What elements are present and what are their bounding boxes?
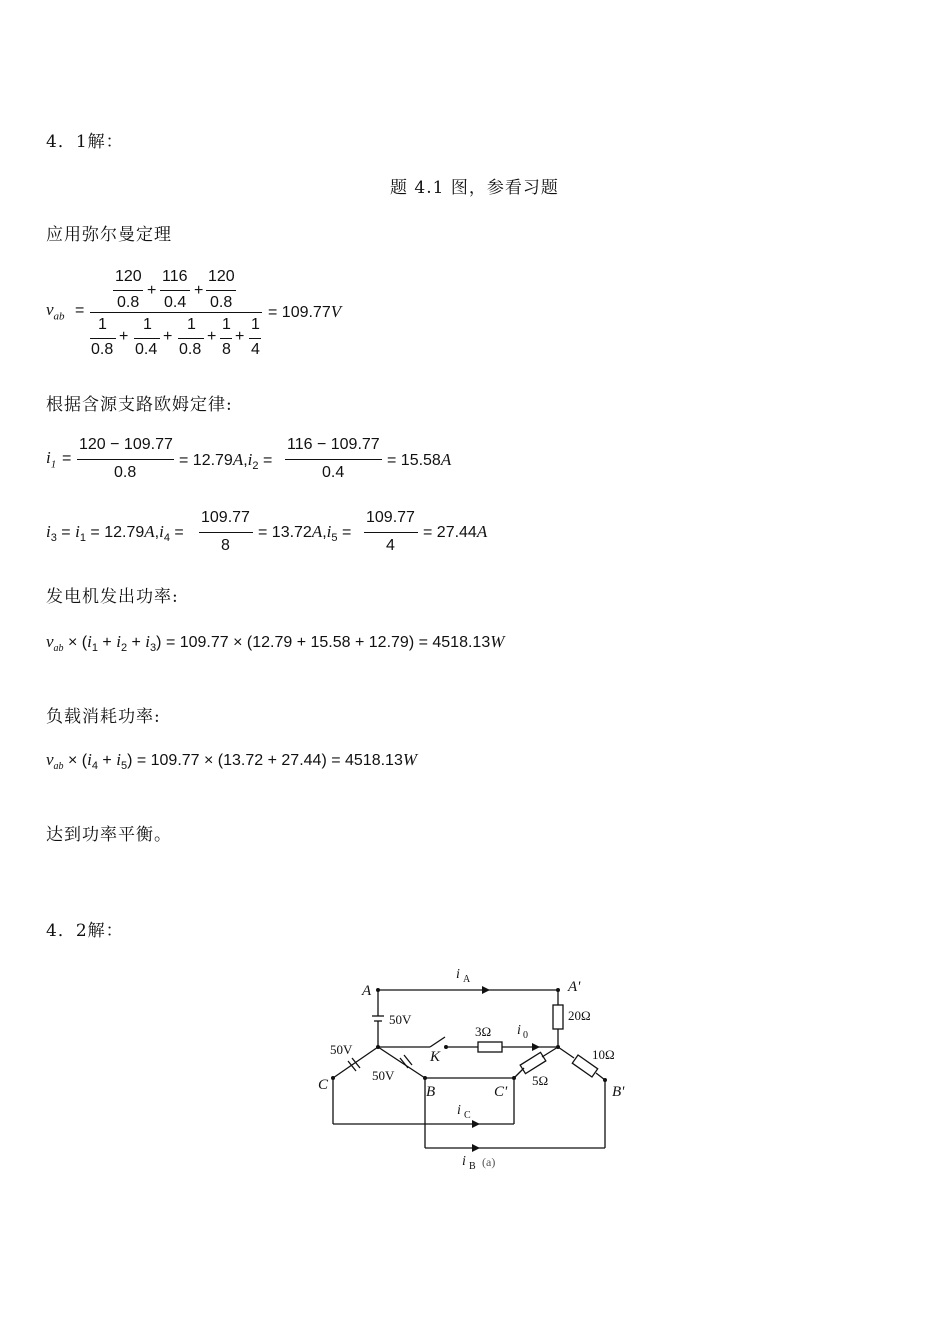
millman-text: 应用弥尔曼定理	[46, 225, 172, 245]
den-term: 0.8	[179, 341, 202, 358]
vab-symbol: $v_{ab}$	[46, 300, 65, 323]
svg-text:A: A	[463, 974, 471, 985]
num-term: 120	[115, 268, 142, 285]
generator-power-text: 发电机发出功率:	[46, 587, 179, 607]
svg-text:i: i	[462, 1154, 466, 1169]
source-50v-right: 50V	[372, 1068, 395, 1083]
svg-text:i: i	[457, 1103, 461, 1118]
svg-text:C: C	[464, 1110, 471, 1121]
den-term: 1	[143, 316, 152, 333]
svg-text:i: i	[456, 967, 460, 982]
i4-denominator: 8	[221, 537, 230, 554]
den-term: 8	[222, 341, 231, 358]
node-A-prime: A'	[568, 979, 581, 995]
i5-numerator: 109.77	[366, 509, 415, 526]
num-term: 0.8	[210, 294, 233, 311]
source-50v-left: 50V	[330, 1042, 353, 1057]
source-50v-top: 50V	[389, 1012, 412, 1027]
vab-result: = 109.77V	[268, 302, 342, 321]
i2-result: = 15.58A	[387, 450, 452, 469]
node-C: C	[318, 1077, 329, 1093]
num-term: 0.4	[164, 294, 187, 311]
den-term: 1	[187, 316, 196, 333]
resistor-20ohm: 20Ω	[568, 1008, 591, 1023]
section-heading-4-2: 4．2解：	[46, 921, 124, 941]
resistor-10ohm: 10Ω	[592, 1047, 615, 1062]
den-term: 1	[222, 316, 231, 333]
i5-result: = 27.44A	[423, 522, 488, 541]
node-C-prime: C'	[494, 1084, 508, 1100]
figure-caption: 题 4.1 图，参看习题	[390, 178, 559, 198]
node-B: B	[426, 1084, 436, 1100]
resistor-3ohm: 3Ω	[475, 1024, 492, 1039]
den-term: 1	[251, 316, 260, 333]
resistor-5ohm: 5Ω	[532, 1073, 549, 1088]
den-term: 1	[98, 316, 107, 333]
node-A: A	[362, 983, 372, 999]
svg-text:0: 0	[523, 1030, 528, 1041]
den-term: 0.8	[91, 341, 114, 358]
num-term: 0.8	[117, 294, 140, 311]
load-power-equation: $v_{ab} \times (i_4 + i_5) = 109.77 \times (13.72 + 27.44) = 4518.13W$	[46, 750, 418, 773]
generator-power-equation: $v_{ab} \times (i_1 + i_2 + i_3) = 109.77 \times (12.79 + 15.58 + 12.79) = 4518.13W$	[46, 632, 505, 655]
section-heading-4-1: 4．1解：	[46, 132, 124, 152]
i5-denominator: 4	[386, 537, 395, 554]
i1-result: = $12.79A,i_2$ =	[179, 450, 273, 473]
i1-denominator: 0.8	[114, 464, 137, 481]
den-term: 4	[251, 341, 260, 358]
svg-text:B: B	[469, 1161, 476, 1172]
node-B-prime: B'	[612, 1084, 625, 1100]
num-term: 116	[162, 268, 188, 285]
i4-numerator: 109.77	[201, 509, 250, 526]
den-term: 0.4	[135, 341, 158, 358]
svg-text:i: i	[517, 1023, 521, 1038]
switch-K: K	[430, 1049, 441, 1065]
circuit-diagram	[300, 958, 640, 1180]
load-power-text: 负载消耗功率:	[46, 707, 161, 727]
i2-denominator: 0.4	[322, 464, 345, 481]
num-term: 120	[208, 268, 235, 285]
figure-label: (a)	[482, 1155, 496, 1169]
balance-text: 达到功率平衡。	[46, 825, 172, 845]
i2-numerator: 116 − 109.77	[287, 436, 380, 453]
ohm-law-text: 根据含源支路欧姆定律:	[46, 395, 233, 415]
i4-result: = $13.72A,i_5$ =	[258, 522, 352, 545]
i1-numerator: 120 − 109.77	[79, 436, 173, 453]
i3-result: $i_3 = i_1 = 12.79A,i_4$ =	[46, 522, 184, 545]
